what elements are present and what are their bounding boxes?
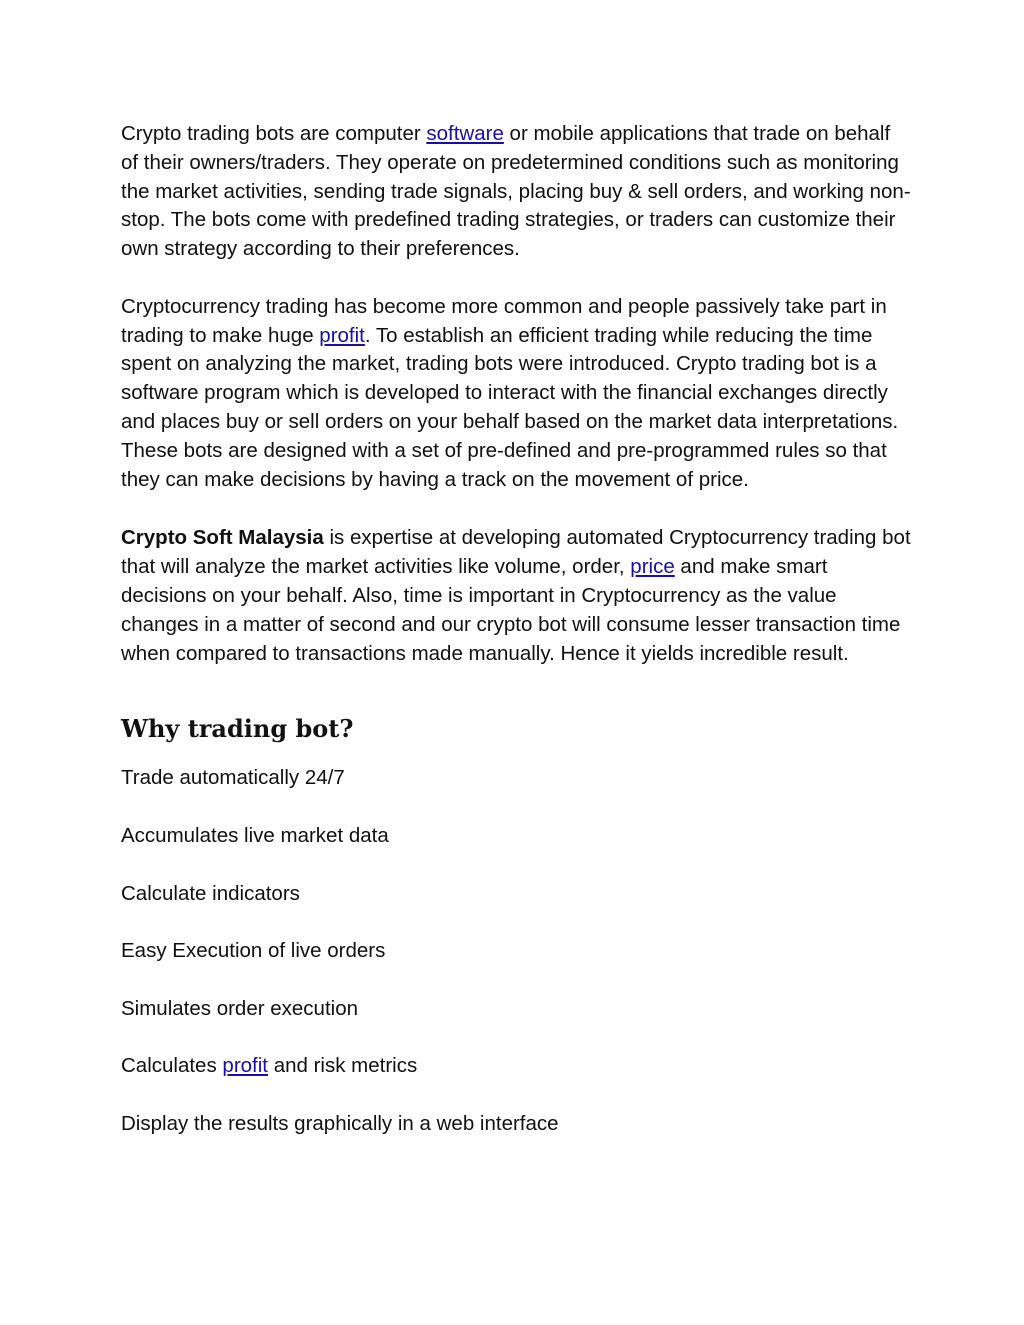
price-link[interactable]: price [630, 555, 675, 579]
company-name: Crypto Soft Malaysia [121, 526, 324, 550]
paragraph-text: Cryptocurrency trading has become more common and people passively take part in trading to make huge [121, 294, 887, 347]
list-item: Easy Execution of live orders [121, 939, 386, 963]
paragraph-text: is expertise at developing automated Cryptocurrency trading bot that will analyze the market activities like volume, order, [121, 526, 911, 579]
profit-link[interactable]: profit [222, 1054, 268, 1078]
item-text: and risk metrics [268, 1054, 418, 1078]
list-item: Accumulates live market data [121, 823, 389, 847]
item-text: Calculates [121, 1054, 223, 1078]
paragraph-text: . To establish an efficient trading while reducing the time spent on analyzing the market, trading bots were introduced. Crypto trading bot is a software program which is developed to interact with the financial exchanges directly and places buy or sell orders on your behalf based on the market data interpretations. These bots are designed with a set of pre-defined and pre-programmed rules so that they can make decisions by having a track on the movement of price. [121, 323, 899, 491]
list-item: Calculate indicators [121, 881, 300, 905]
list-item: Simulates order execution [121, 996, 359, 1020]
paragraph-text: or mobile applications that trade on behalf of their owners/traders. They operate on predetermined conditions such as monitoring the market activities, sending trade signals, placing buy & sell orders, and working non-stop. The bots come with predefined trading strategies, or traders can customize their own strategy according to their preferences. [121, 122, 911, 261]
list-item: Display the results graphically in a web interface [121, 1111, 559, 1135]
paragraph-text: and make smart decisions on your behalf. Also, time is important in Cryptocurrency as the value changes in a matter of second and our crypto bot will consume lesser transaction time when compared to transactions made manually. Hence it yields incredible result. [121, 555, 901, 665]
document-page [121, 120, 911, 1168]
section-heading: Why trading bot? [121, 714, 354, 744]
paragraph-text: Crypto trading bots are computer [121, 122, 427, 145]
paragraph-trading [121, 293, 911, 495]
paragraph-company [121, 524, 911, 668]
list-item: Trade automatically 24/7 [121, 766, 345, 790]
profit-link[interactable]: profit [319, 323, 365, 347]
list-item-profit [121, 1052, 911, 1081]
software-link[interactable]: software [426, 122, 504, 145]
paragraph-intro [121, 120, 911, 264]
